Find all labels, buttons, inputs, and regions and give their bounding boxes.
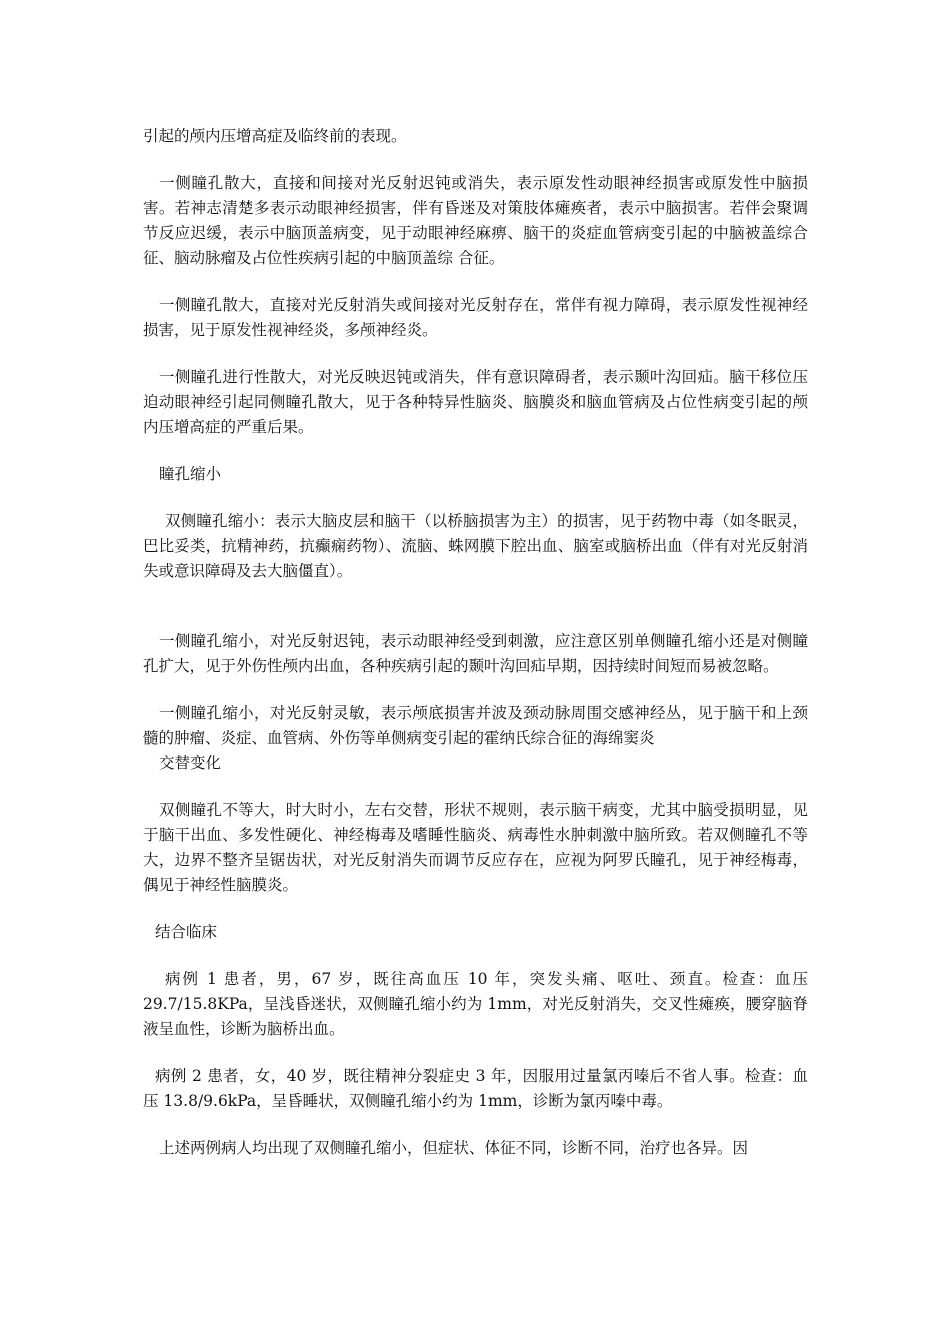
paragraph: 双侧瞳孔不等大，时大时小，左右交替，形状不规则，表示脑干病变，尤其中脑受损明显，见于脑干出血、多发性硬化、神经梅毒及嗜睡性脑炎、病毒性水肿刺激中脑所致。若双侧瞳孔不等大，边界不整齐呈锯齿状，对光反射消失而调节反应存在，应视为阿罗氏瞳孔，见于神经梅毒，偶见于神经性脑膜炎。 <box>143 801 808 894</box>
section-heading-clinical: 结合临床 <box>155 923 218 941</box>
paragraph: 双侧瞳孔缩小：表示大脑皮层和脑干（以桥脑损害为主）的损害，见于药物中毒（如冬眠灵，巴比妥类，抗精神药，抗癫痫药物）、流脑、蛛网膜下腔出血、脑室或脑桥出血（伴有对光反射消失或意识障碍及去大脑僵直）。 <box>143 512 808 580</box>
section-heading-pupil-constriction: 瞳孔缩小 <box>159 465 222 483</box>
paragraph: 上述两例病人均出现了双侧瞳孔缩小，但症状、体征不同，诊断不同，治疗也各异。因 <box>159 1139 749 1157</box>
document-body <box>143 124 808 1161</box>
section-heading-alternating: 交替变化 <box>159 754 222 772</box>
paragraph-case-1: 病例 1 患者，男，67 岁，既往高血压 10 年，突发头痛、呕吐、颈直。检查：血压 29.7/15.8KPa，呈浅昏迷状，双侧瞳孔缩小约为 1mm，对光反射消失，交叉性瘫痪，腰穿脑脊液呈血性，诊断为脑桥出血。 <box>143 970 808 1038</box>
paragraph: 一侧瞳孔缩小，对光反射灵敏，表示颅底损害并波及颈动脉周围交感神经丛，见于脑干和上颈髓的肿瘤、炎症、血管病、外伤等单侧病变引起的霍纳氏综合征的海绵窦炎 <box>143 704 808 747</box>
paragraph: 一侧瞳孔进行性散大，对光反映迟钝或消失，伴有意识障碍者，表示颞叶沟回疝。脑干移位压迫动眼神经引起同侧瞳孔散大，见于各种特异性脑炎、脑膜炎和脑血管病及占位性病变引起的颅内压增高症的严重后果。 <box>143 368 808 436</box>
paragraph-case-2: 病例 2 患者，女，40 岁，既往精神分裂症史 3 年，因服用过量氯丙嗪后不省人事。检查：血压 13.8/9.6kPa，呈昏睡状，双侧瞳孔缩小约为 1mm，诊断为氯丙嗪中毒。 <box>143 1067 808 1110</box>
paragraph: 一侧瞳孔缩小，对光反射迟钝，表示动眼神经受到刺激，应注意区别单侧瞳孔缩小还是对侧瞳孔扩大，见于外伤性颅内出血，各种疾病引起的颞叶沟回疝早期，因持续时间短而易被忽略。 <box>143 632 808 675</box>
paragraph: 一侧瞳孔散大，直接对光反射消失或间接对光反射存在，常伴有视力障碍，表示原发性视神经损害，见于原发性视神经炎，多颅神经炎。 <box>143 296 808 339</box>
paragraph-continuation: 引起的颅内压增高症及临终前的表现。 <box>143 127 407 145</box>
paragraph: 一侧瞳孔散大，直接和间接对光反射迟钝或消失，表示原发性动眼神经损害或原发性中脑损害。若神志清楚多表示动眼神经损害，伴有昏迷及对策肢体瘫痪者，表示中脑损害。若伴会聚调节反应迟缓，表示中脑顶盖病变，见于动眼神经麻痹、脑干的炎症血管病变引起的中脑被盖综合征、脑动脉瘤及占位性疾病引起的中脑顶盖综 合征。 <box>143 174 808 267</box>
